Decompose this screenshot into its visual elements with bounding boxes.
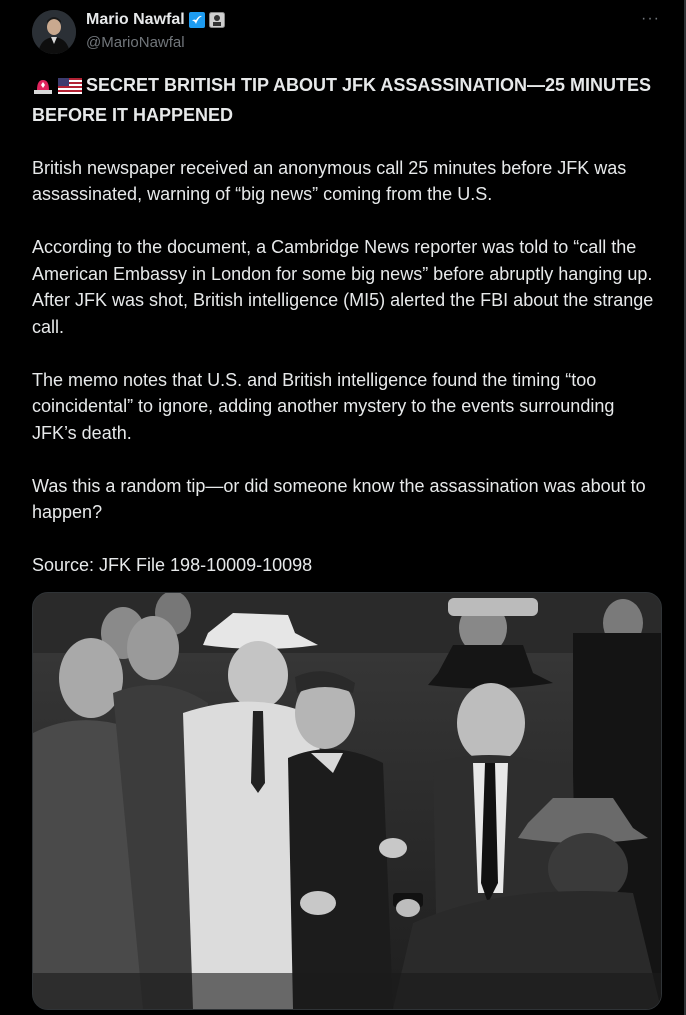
verified-badge-icon [189,12,205,28]
paragraph: The memo notes that U.S. and British intelligence found the timing “too coincidental” to ignore, adding another mystery to the events surrounding JFK’s death. [32,369,615,443]
avatar[interactable] [32,10,76,54]
paragraph: Was this a random tip—or did someone know the assassination was about to happen? [32,475,646,522]
us-flag-icon [58,75,82,102]
source-line: Source: JFK File 198-10009-10098 [32,555,313,575]
more-options-button[interactable]: ··· [641,10,660,27]
siren-icon [32,75,54,102]
author-handle[interactable]: @MarioNawfal [86,34,185,51]
author-display-name[interactable]: Mario Nawfal [86,11,185,28]
headline-text: SECRET BRITISH TIP ABOUT JFK ASSASSINATION—25 MINUTES BEFORE IT HAPPENED [32,75,652,125]
author-name-row [86,11,225,29]
post-headline [32,72,657,128]
post-text [32,72,657,579]
post-photo[interactable] [32,592,662,1010]
paragraph: According to the document, a Cambridge News reporter was told to “call the American Embassy in London for some big news” before abruptly hanging up. After JFK was shot, British intelligence (MI5) alerted the FBI about the strange call. [32,237,654,337]
photo-illustration [33,593,661,1009]
affiliate-badge-icon[interactable] [209,12,225,28]
paragraph: British newspaper received an anonymous call 25 minutes before JFK was assassinated, warning of “big news” coming from the U.S. [32,157,627,204]
